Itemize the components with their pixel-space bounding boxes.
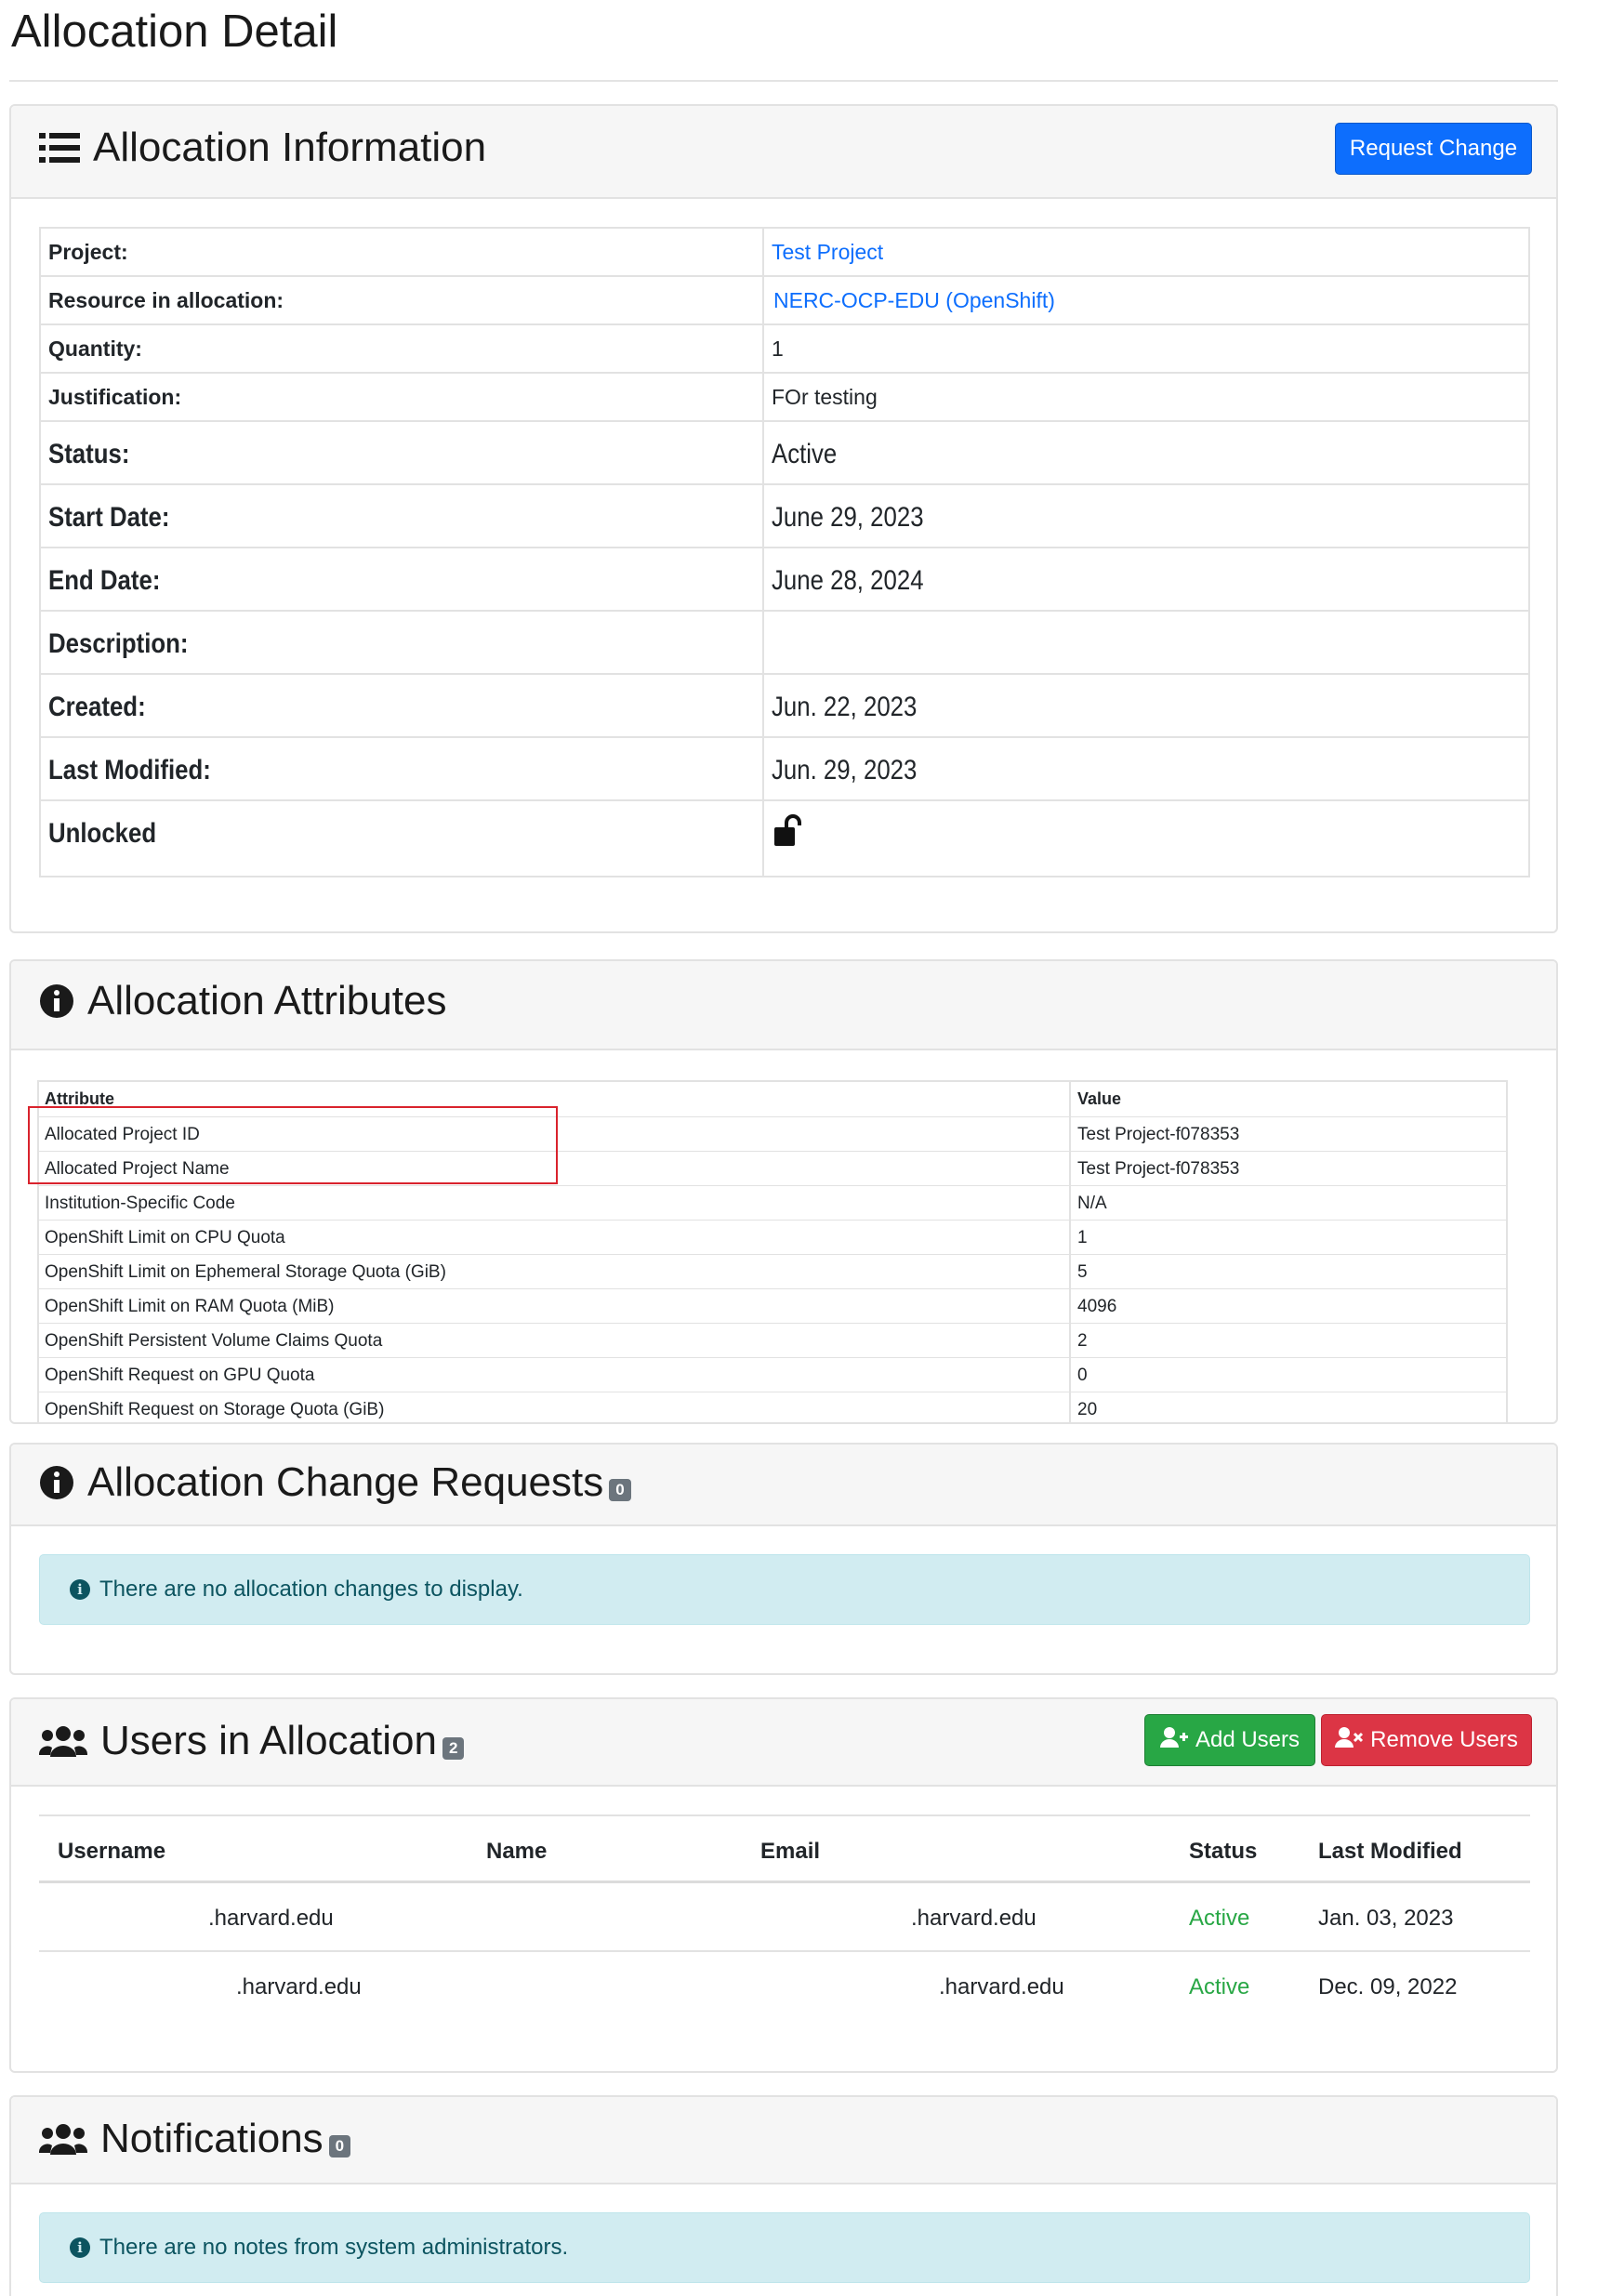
info-label: Start Date: [48, 502, 170, 533]
info-label: End Date: [48, 565, 161, 596]
username-cell: .harvard.edu [236, 1974, 362, 1999]
attribute-name: OpenShift Request on Storage Quota (GiB) [45, 1400, 385, 1419]
users-header [11, 1699, 1556, 1787]
request-change-button[interactable] [1335, 123, 1532, 175]
attribute-name: Allocated Project ID [45, 1125, 200, 1144]
no-notes-message: There are no notes from system administrators. [99, 2235, 569, 2260]
allocation-attributes-card [9, 959, 1558, 1424]
info-row-end-date [41, 548, 1528, 612]
users-card [9, 1697, 1558, 2073]
attribute-value: 1 [1077, 1228, 1088, 1247]
info-value: Jun. 29, 2023 [772, 755, 918, 785]
attribute-name: Allocated Project Name [45, 1159, 230, 1179]
users-icon [39, 2121, 87, 2157]
attribute-row [39, 1186, 1506, 1221]
attribute-row [39, 1289, 1506, 1324]
page-title: Allocation Detail [11, 7, 338, 57]
info-value: FOr testing [772, 385, 878, 409]
attribute-value: 0 [1077, 1366, 1088, 1385]
email-column-header[interactable]: Email [760, 1839, 821, 1864]
project-link[interactable]: Test Project [772, 240, 884, 264]
status-cell: Active [1189, 1906, 1250, 1931]
no-changes-alert [39, 1554, 1530, 1625]
no-changes-message: There are no allocation changes to display. [99, 1577, 523, 1602]
users-icon [39, 1723, 87, 1759]
highlight-box [28, 1106, 558, 1184]
info-icon: i [70, 1579, 90, 1600]
allocation-attributes-header [11, 961, 1556, 1050]
attribute-value: 20 [1077, 1400, 1098, 1419]
info-circle-icon [39, 983, 74, 1019]
allocation-info-table [39, 227, 1530, 877]
change-requests-count-badge: 0 [609, 1479, 630, 1501]
info-label: Description: [48, 628, 189, 659]
attribute-name: OpenShift Request on GPU Quota [45, 1366, 315, 1385]
last-modified-cell: Jan. 03, 2023 [1318, 1906, 1454, 1931]
attribute-value: N/A [1077, 1194, 1107, 1213]
info-row-resource [41, 277, 1528, 325]
unlock-icon [773, 814, 801, 852]
info-row-justification [41, 374, 1528, 422]
attribute-name: OpenShift Limit on RAM Quota (MiB) [45, 1297, 335, 1316]
attribute-name: OpenShift Limit on CPU Quota [45, 1228, 285, 1247]
info-icon: i [70, 2237, 90, 2258]
add-users-label: Add Users [1195, 1727, 1301, 1752]
info-label: Unlocked [48, 818, 157, 849]
users-table [39, 1814, 1530, 2028]
attribute-row [39, 1221, 1506, 1255]
attribute-name: OpenShift Persistent Volume Claims Quota [45, 1331, 383, 1351]
users-count-badge: 2 [442, 1737, 464, 1760]
status-cell: Active [1189, 1974, 1250, 1999]
username-column-header[interactable]: Username [58, 1839, 166, 1864]
attribute-column-header: Attribute [45, 1089, 114, 1108]
info-value: June 28, 2024 [772, 565, 924, 596]
info-value: June 29, 2023 [772, 502, 924, 533]
attribute-value: 4096 [1077, 1297, 1117, 1316]
users-title: Users in Allocation [100, 1718, 437, 1763]
user-times-icon [1335, 1726, 1363, 1755]
info-value: 1 [772, 336, 784, 361]
users-header-row [39, 1814, 1530, 1883]
attribute-row [39, 1358, 1506, 1392]
change-requests-header [11, 1445, 1556, 1526]
allocation-attributes-title: Allocation Attributes [87, 978, 447, 1023]
user-plus-icon [1160, 1726, 1188, 1755]
info-row-last-modified [41, 738, 1528, 801]
table-row [39, 1952, 1530, 2021]
info-row-project [41, 229, 1528, 277]
info-value: Active [772, 439, 838, 469]
info-row-description [41, 612, 1528, 675]
title-divider [9, 80, 1558, 82]
change-requests-title: Allocation Change Requests [87, 1459, 604, 1505]
attribute-row [39, 1255, 1506, 1289]
allocation-information-card [9, 104, 1558, 933]
request-change-label: Request Change [1349, 136, 1518, 161]
info-row-quantity [41, 325, 1528, 374]
notifications-title: Notifications [100, 2116, 324, 2161]
info-row-start-date [41, 485, 1528, 548]
info-label: Project: [48, 240, 128, 264]
notifications-header [11, 2097, 1556, 2184]
notifications-count-badge: 0 [329, 2135, 350, 2157]
attribute-value: Test Project-f078353 [1077, 1159, 1240, 1179]
attribute-name: OpenShift Limit on Ephemeral Storage Quota (GiB) [45, 1262, 446, 1282]
info-label: Justification: [48, 385, 182, 409]
change-requests-card [9, 1443, 1558, 1675]
email-cell: .harvard.edu [911, 1906, 1037, 1931]
info-label: Created: [48, 692, 146, 722]
info-circle-icon [39, 1465, 74, 1500]
info-label: Resource in allocation: [48, 288, 284, 312]
info-label: Last Modified: [48, 755, 211, 785]
list-icon [39, 131, 80, 165]
username-cell: .harvard.edu [208, 1906, 334, 1931]
no-notes-alert [39, 2212, 1530, 2283]
attribute-value: Test Project-f078353 [1077, 1125, 1240, 1144]
attribute-row [39, 1392, 1506, 1424]
email-cell: .harvard.edu [939, 1974, 1064, 1999]
info-value: Jun. 22, 2023 [772, 692, 918, 722]
attribute-row [39, 1324, 1506, 1358]
info-row-unlocked [41, 801, 1528, 864]
name-column-header[interactable]: Name [486, 1839, 548, 1864]
attribute-value: 2 [1077, 1331, 1088, 1351]
info-row-created [41, 675, 1528, 738]
value-column-header: Value [1077, 1089, 1122, 1108]
attribute-value: 5 [1077, 1262, 1088, 1282]
allocation-information-header [11, 106, 1556, 199]
table-row [39, 1883, 1530, 1952]
last-modified-column-header[interactable]: Last Modified [1318, 1839, 1462, 1864]
last-modified-cell: Dec. 09, 2022 [1318, 1974, 1458, 1999]
remove-users-button[interactable] [1321, 1714, 1532, 1766]
allocation-information-title: Allocation Information [93, 125, 487, 170]
info-row-status [41, 422, 1528, 485]
info-label: Quantity: [48, 336, 142, 361]
add-users-button[interactable] [1144, 1714, 1315, 1766]
info-label: Status: [48, 439, 130, 469]
remove-users-label: Remove Users [1370, 1727, 1518, 1752]
attribute-name: Institution-Specific Code [45, 1194, 235, 1213]
resource-link[interactable]: NERC-OCP-EDU (OpenShift) [773, 288, 1055, 312]
notifications-card [9, 2095, 1558, 2296]
status-column-header[interactable]: Status [1189, 1839, 1258, 1864]
